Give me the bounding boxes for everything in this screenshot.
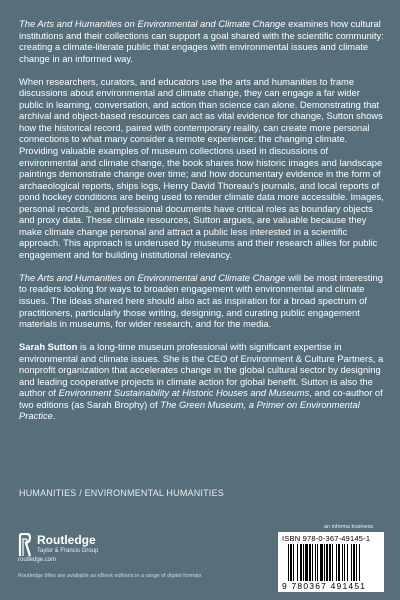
book-title: The Arts and Humanities on Environmental and Climate Change <box>19 271 286 283</box>
blurb <box>19 18 384 434</box>
blurb-paragraph-1: The Arts and Humanities on Environmental and Climate Change examines how cultural institutions and their collections can support a goal shared with the scientific community: creating a climate-literate public that engages with environmental issues and climate change in an informed way. <box>19 18 384 64</box>
barcode-bars-icon <box>288 544 378 581</box>
author-bio: Sarah Sutton is a long-time museum professional with significant expertise in environmental and climate issues. She is the CEO of Environment & Culture Partners, a nonprofit organization that accelerates change in the global cultural sector by designing and leading cooperative projects in climate action for global benefit. Sutton is also the author of Environment Sustainability at Historic Houses and Museums, and co-author of two editions (as Sarah Brophy) of The Green Museum, a Primer on Environmental Practice. <box>19 341 384 422</box>
isbn: ISBN 978-0-367-49145-1 <box>282 534 371 543</box>
barcode <box>278 532 384 592</box>
publisher-imprint: Taylor & Francis Group <box>37 548 99 554</box>
blurb-paragraph-3: The Arts and Humanities on Environmental and Climate Change will be most interesting to readers looking for ways to broaden engagement with environmental and climate issues. The ideas shared here should also act as inspiration for a broad spectrum of practitioners, particularly those writing, designing, and curating public engagement materials in museums, for wider research, and for the media. <box>19 271 383 330</box>
ebook-note: Routledge titles are available as eBook editions in a range of digital formats <box>18 573 202 579</box>
other-book-title: The Green Museum, a Primer on Environmental Practice <box>19 398 360 422</box>
informa-business: an informa business <box>324 524 374 530</box>
barcode-number: 9 780367 491451 <box>282 581 367 591</box>
subject-category: HUMANITIES / ENVIRONMENTAL HUMANITIES <box>19 488 224 498</box>
book-title: The Arts and Humanities on Environmental and Climate Change <box>19 18 286 29</box>
routledge-mark-icon <box>18 533 32 557</box>
other-book-title: Environment Sustainability at Historic Houses and Museums <box>58 387 310 399</box>
publisher-name: Routledge <box>37 533 96 547</box>
publisher-url: routledge.com <box>18 557 57 563</box>
blurb-paragraph-2: When researchers, curators, and educators use the arts and humanities to frame discussions about environmental and climate change, they can engage a far wider public in learning, conversation, and action than science can alone. Demonstrating that archival and object-based resources can act as vital evidence for change, Sutton shows how the historical record, paired with contemporary reality, can create more personal connections to what many consider a remote experience: the changing climate. Providing valuable examples of museum collections used in discussions of environmental and climate change, the book shares how historic images and landscape paintings demonstrate change over time; and how documentary evidence in the form of archaeological reports, ships logs, Henry David Thoreau’s journals, and local reports of pond hockey conditions are being used to render climate data more accessible. Images, personal records, and professional documents have critical roles as boundary objects and proxy data. These climate resources, Sutton argues, are valuable because they make climate change personal and attract a public less interested in a scientific approach. This approach is underused by museums and their research allies for public engagement and for building institutional relevancy. <box>19 75 384 260</box>
author-name: Sarah Sutton <box>19 341 78 353</box>
